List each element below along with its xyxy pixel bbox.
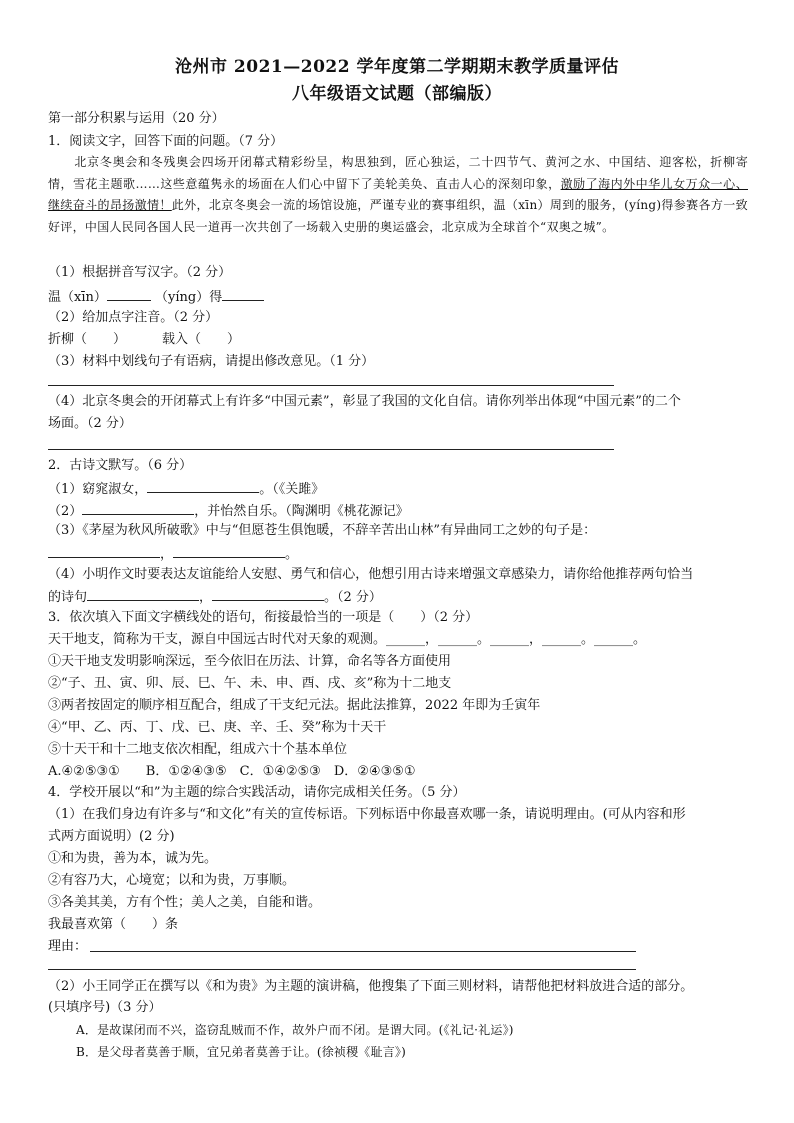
sub2-item-a: 折柳（ ）	[48, 332, 127, 347]
q2-line3-blanks: ， 。	[48, 544, 298, 564]
exam-title: 沧州市 2021—2022 学年度第二学期期末教学质量评估	[175, 57, 619, 77]
q4-s1-line1: （1）在我们身边有许多与“和文化”有关的宣传标语。下列标语中你最喜欢哪一条，请说明理由。(可从内容和形	[48, 807, 686, 822]
answer-blank[interactable]	[82, 501, 194, 515]
q2-line4: （4）小明作文时要表达友谊能给人安慰、勇气和信心，他想引用古诗来增强文章感染力，请你给他推荐两句恰当	[48, 567, 694, 582]
q1-sub2-items	[48, 331, 240, 349]
sub1-label-a: 温（xīn）	[48, 290, 107, 305]
reason-label: 理由：	[48, 939, 88, 954]
q3-answer-choices: A.④②⑤③① B．①②④③⑤ C．①④②⑤③ D．②④③⑤①	[48, 764, 416, 779]
q3-option: ④“甲、乙、丙、丁、戊、已、庚、辛、壬、癸”称为十天干	[48, 720, 387, 735]
q1-sub1: （1）根据拼音写汉字。（2 分）	[48, 265, 232, 280]
q2-l4-prefix: 的诗句	[48, 590, 88, 605]
q1-sub3: （3）材料中划线句子有语病，请提出修改意见。（1 分）	[48, 354, 375, 369]
passage-part-a: 北京冬奥会和冬残奥会四场开闭幕式精彩纷呈，构思独到，匠心独运，二十四节气、黄河之水、中国结、迎客松，折柳寄情，雪花主题歌……这些意蕴隽永的场面在人们心中留下了美轮美奂、直击人心的深刻印象，	[48, 155, 748, 191]
answer-line[interactable]	[48, 385, 614, 386]
q3-option: ①天干地支发明影响深远，至今依旧在历法、计算，命名等各方面使用	[48, 654, 452, 669]
answer-line[interactable]	[90, 951, 636, 952]
q2-l1-source: 。（《关雎》	[259, 482, 325, 497]
q2-l3-end: 。	[285, 547, 299, 562]
sub1-label-b: （yíng）得	[155, 290, 223, 305]
q4-s2-line1: （2）小王同学正在撰写以《和为贵》为主题的演讲稿，他搜集了下面三则材料，请帮他把材料放进合适的部分。	[48, 979, 694, 994]
q3-option: ⑤十天干和十二地支依次相配，组成六十个基本单位	[48, 742, 348, 757]
q2-l1-prefix: （1）窈窕淑女，	[48, 482, 148, 497]
answer-line[interactable]	[48, 969, 636, 970]
q3-option: ②“子、丑、寅、卯、辰、巳、午、未、申、酉、戌、亥”称为十二地支	[48, 676, 452, 691]
q2-l2-prefix: （2）	[48, 504, 83, 519]
q1-stem: 1．阅读文字，回答下面的问题。（7 分）	[48, 134, 284, 149]
answer-blank[interactable]	[107, 287, 151, 301]
passage-part-b: 此外，北京冬奥会一流的场馆设施，严谨专业的赛事组织，温（xīn）周到的服务，(yíng)得参赛各方一致好评，中国人民同各国人民一道再一次共创了一场载入史册的奥运盛会，北京成为全球首个“双奥之城”。	[48, 198, 748, 234]
answer-blank[interactable]	[147, 479, 259, 493]
q2-line4-blanks	[48, 587, 382, 607]
q2-l2-source: ，并怡然自乐。（陶渊明《桃花源记》	[194, 504, 409, 519]
q2-l4-points: 。（2 分）	[324, 590, 382, 605]
passage-underlined-sentence: 激励了海内外中华儿女万众一心、继续奋斗的昂扬激情！	[48, 176, 748, 212]
slogan-item: ②有容乃大，心境宽；以和为贵，万事顺。	[48, 873, 296, 888]
exam-subtitle: 八年级语文试题（部编版）	[292, 84, 502, 104]
material-a: A．是故谋闭而不兴，盗窃乱贼而不作，故外户而不闭。是谓大同。(《礼记·礼运》)	[76, 1023, 514, 1037]
favorite-slogan: 我最喜欢第（ ）条	[48, 917, 179, 932]
q1-sub2: （2）给加点字注音。（2 分）	[48, 310, 219, 325]
slogan-item: ①和为贵，善为本，诚为先。	[48, 851, 218, 866]
q1-sub4-line1: （4）北京冬奥会的开闭幕式上有许多“中国元素”，彰显了我国的文化自信。请你列举出体现“中国元素”的二个	[48, 394, 681, 409]
answer-blank[interactable]	[48, 544, 160, 558]
q1-passage	[48, 152, 748, 238]
q2-line3: （3）《茅屋为秋风所破歌》中与“但愿苍生俱饱暖，不辞辛苦出山林”有异曲同工之妙的句子是：	[48, 523, 597, 538]
q3-option: ③两者按固定的顺序相互配合，组成了干支纪元法。据此法推算，2022 年即为壬寅年	[48, 698, 541, 713]
q2-line2	[48, 501, 409, 521]
sub2-item-b: 载入（ ）	[162, 332, 241, 347]
answer-blank[interactable]	[173, 544, 285, 558]
q1-sub4-line2: 场面。（2 分）	[48, 416, 132, 431]
q2-stem: 2．古诗文默写。（6 分）	[48, 458, 193, 473]
part1-heading: 第一部分积累与运用（20 分）	[48, 111, 225, 126]
q2-line1	[48, 479, 324, 499]
q3-text: 天干地支，简称为干支，源自中国远古时代对天象的观测。______，______。______，______。______。	[48, 632, 647, 647]
answer-blank[interactable]	[222, 287, 264, 301]
answer-blank[interactable]	[87, 587, 199, 601]
q2-l4-comma: ，	[199, 590, 213, 605]
material-b: B．是父母者莫善于顺，宜兄弟者莫善于让。(徐祯稷《耻言》)	[76, 1045, 406, 1059]
q4-s2-line2: (只填序号)（3 分）	[48, 1000, 162, 1015]
q3-stem: 3．依次填入下面文字横线处的语句，衔接最恰当的一项是（ ）（2 分）	[48, 610, 479, 625]
q4-s1-line2: 式两方面说明）(2 分)	[48, 829, 175, 844]
q1-sub1-blanks	[48, 287, 264, 307]
answer-blank[interactable]	[212, 587, 324, 601]
slogan-item: ③各美其美，方有个性；美人之美，自能和谐。	[48, 895, 322, 910]
answer-line[interactable]	[48, 449, 614, 450]
q4-stem: 4．学校开展以“和”为主题的综合实践活动，请你完成相关任务。（5 分）	[48, 785, 466, 800]
